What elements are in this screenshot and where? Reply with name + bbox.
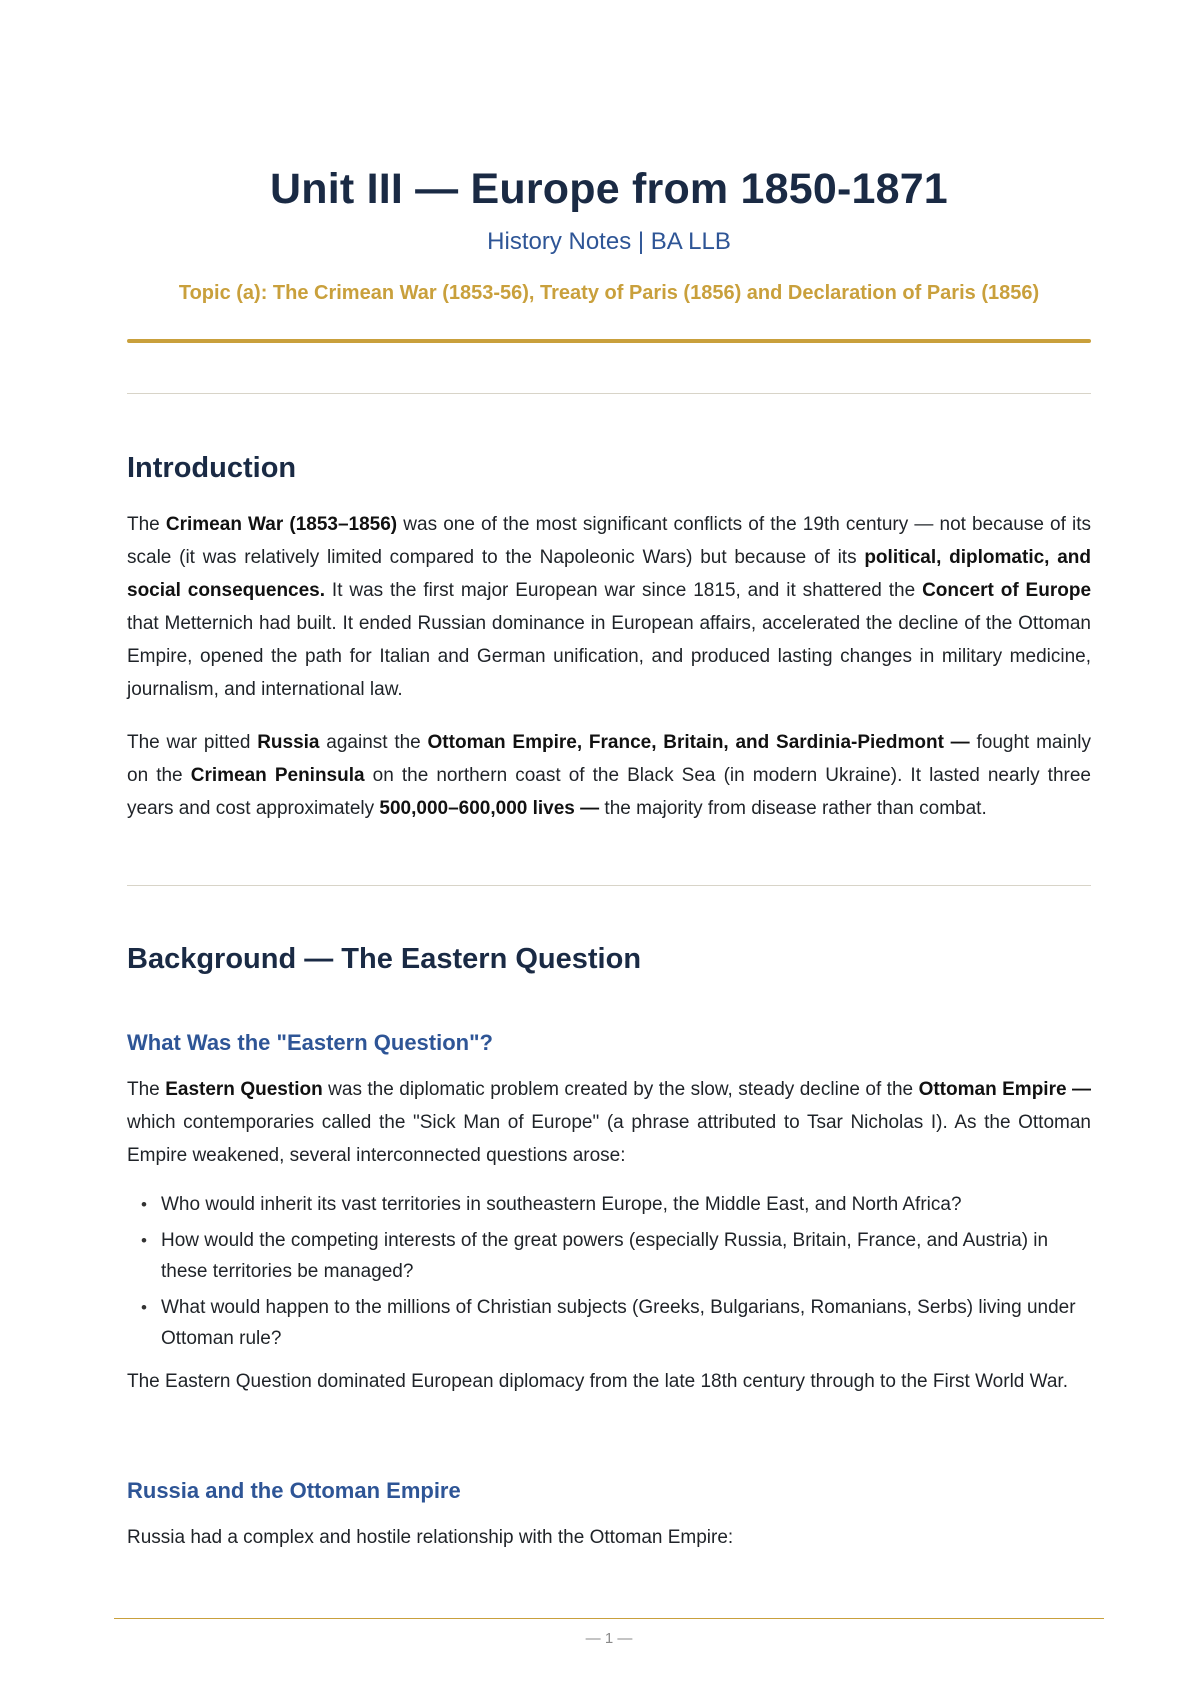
- document-page: [127, 0, 1091, 1696]
- introduction-paragraph-2: The war pitted Russia against the Ottoman Empire, France, Britain, and Sardinia-Piedmont — fought mainly on the Crimean Peninsula on the northern coast of the Black Sea (in modern Ukraine). It lasted nearly three years and cost approximately 500,000–600,000 lives — the majority from disease rather than combat.: [127, 732, 1091, 819]
- list-item: • Who would inherit its vast territories in southeastern Europe, the Middle East, and North Africa?: [141, 1189, 1081, 1220]
- page-number: — 1 —: [585, 1630, 633, 1647]
- eastern-question-list: [141, 1189, 1081, 1359]
- bold-phrase: Eastern Question: [165, 1079, 323, 1100]
- bold-phrase: Crimean War (1853–1856): [165, 514, 398, 535]
- bold-phrase: Crimean Peninsula: [190, 765, 365, 786]
- eastern-question-paragraph: The Eastern Question was the diplomatic problem created by the slow, steady decline of the Ottoman Empire — which contemporaries called the "Sick Man of Europe" (a phrase attributed to Tsar Nicholas I). As the Ottoman Empire weakened, several interconnected questions arose:: [127, 1079, 1091, 1166]
- title-divider: [127, 339, 1091, 343]
- section-divider: [127, 885, 1091, 886]
- introduction-paragraph-1: The Crimean War (1853–1856) was one of the most significant conflicts of the 19th century — not because of its scale (it was relatively limited compared to the Napoleonic Wars) but because of its political, diplomatic, and social consequences. It was the first major European war since 1815, and it shattered the Concert of Europe that Metternich had built. It ended Russian dominance in European affairs, accelerated the decline of the Ottoman Empire, opened the path for Italian and German unification, and produced lasting changes in military medicine, journalism, and international law.: [127, 514, 1092, 700]
- background-heading: Background — The Eastern Question: [127, 943, 642, 975]
- list-item: • What would happen to the millions of Christian subjects (Greeks, Bulgarians, Romanians, Serbs) living under Ottoman rule?: [141, 1292, 1081, 1354]
- document-title: Unit III — Europe from 1850-1871: [270, 165, 948, 213]
- bold-phrase: Concert of Europe: [922, 580, 1092, 601]
- section-divider: [127, 393, 1091, 394]
- bold-phrase: 500,000–600,000 lives —: [379, 798, 600, 819]
- russia-ottoman-subheading: Russia and the Ottoman Empire: [127, 1478, 461, 1503]
- bold-phrase: Ottoman Empire, France, Britain, and Sardinia-Piedmont —: [427, 732, 970, 753]
- eastern-question-subheading: What Was the "Eastern Question"?: [127, 1030, 493, 1055]
- bold-phrase: political, diplomatic, and social consequences.: [127, 547, 1091, 601]
- document-subtitle: History Notes | BA LLB: [487, 228, 731, 255]
- footer-divider: [114, 1618, 1104, 1619]
- topic-line: Topic (a): The Crimean War (1853-56), Treaty of Paris (1856) and Declaration of Paris (1856): [178, 282, 1040, 304]
- list-item: • How would the competing interests of the great powers (especially Russia, Britain, France, and Austria) in these territories be managed?: [141, 1225, 1081, 1287]
- introduction-heading: Introduction: [127, 452, 297, 484]
- bold-phrase: Ottoman Empire —: [918, 1079, 1091, 1100]
- bold-phrase: Russia: [257, 732, 320, 753]
- russia-ottoman-paragraph: Russia had a complex and hostile relationship with the Ottoman Empire:: [127, 1527, 734, 1548]
- eastern-question-conclusion: The Eastern Question dominated European diplomacy from the late 18th century through to the First World War.: [127, 1371, 1068, 1392]
